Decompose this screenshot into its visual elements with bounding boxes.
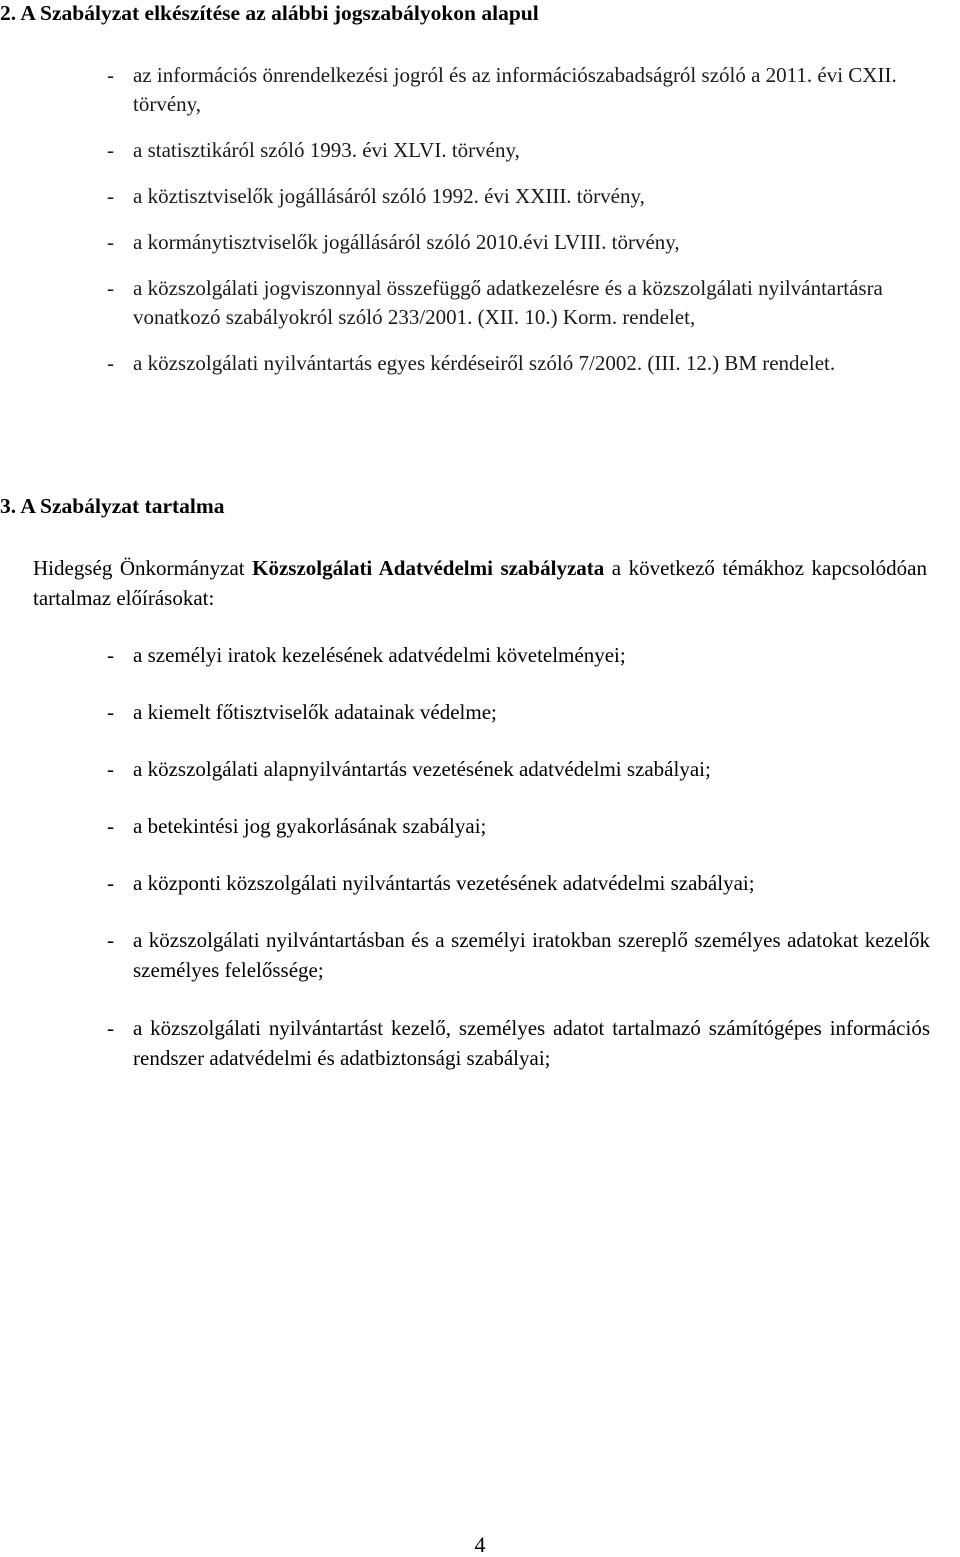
list-item: [107, 1013, 930, 1073]
list-bullet: -: [107, 351, 114, 375]
topics-list: [107, 640, 930, 1101]
list-item: [107, 811, 930, 841]
list-item-text: a kiemelt főtisztviselők adatainak védelme;: [133, 700, 497, 724]
list-bullet: -: [107, 700, 114, 724]
list-item: [107, 136, 930, 165]
list-item-text: a betekintési jog gyakorlásának szabályai;: [133, 814, 487, 838]
list-item-text: az információs önrendelkezési jogról és az információszabadságról szóló a 2011. évi CXII. törvény,: [133, 63, 897, 116]
list-bullet: -: [107, 814, 114, 838]
list-item: [107, 349, 930, 378]
list-bullet: -: [107, 230, 114, 254]
section-3-heading: 3. A Szabályzat tartalma: [0, 494, 225, 518]
list-item: [107, 697, 930, 727]
list-item-text: a statisztikáról szóló 1993. évi XLVI. törvény,: [133, 138, 520, 162]
list-item-text: a közszolgálati jogviszonnyal összefüggő adatkezelésre és a közszolgálati nyilvántartásra vonatkozó szabályokról szóló 233/2001. (XII. 10.) Korm. rendelet,: [133, 276, 883, 329]
list-item-text: a közszolgálati nyilvántartásban és a személyi iratokban szereplő személyes adatokat kezelők személyes felelőssége;: [133, 928, 930, 982]
list-bullet: -: [107, 871, 114, 895]
list-bullet: -: [107, 928, 114, 952]
list-bullet: -: [107, 63, 114, 87]
legal-sources-list: [107, 61, 930, 378]
list-item-text: a központi közszolgálati nyilvántartás vezetésének adatvédelmi szabályai;: [133, 871, 755, 895]
list-item: [107, 754, 930, 784]
list-bullet: -: [107, 138, 114, 162]
list-item-text: a személyi iratok kezelésének adatvédelmi követelményei;: [133, 643, 626, 667]
list-item: [107, 228, 930, 257]
intro-bold-title: Közszolgálati Adatvédelmi szabályzata: [252, 556, 605, 580]
list-item-text: a közszolgálati alapnyilvántartás vezetésének adatvédelmi szabályai;: [133, 757, 711, 781]
list-item-text: a köztisztviselők jogállásáról szóló 1992. évi XXIII. törvény,: [133, 184, 645, 208]
list-bullet: -: [107, 1016, 114, 1040]
list-item: [107, 274, 930, 332]
intro-text-end: a következő témákhoz kapcsolódóan tartalmaz előírásokat:: [33, 556, 927, 610]
list-item-text: a kormánytisztviselők jogállásáról szóló 2010.évi LVIII. törvény,: [133, 230, 680, 254]
list-item: [107, 925, 930, 985]
list-item: [107, 640, 930, 670]
intro-text-start: Hidegség Önkormányzat: [33, 556, 253, 580]
section-2-heading: 2. A Szabályzat elkészítése az alábbi jogszabályokon alapul: [0, 1, 539, 25]
list-item: [107, 868, 930, 898]
list-item: [107, 61, 930, 119]
list-bullet: -: [107, 276, 114, 300]
list-bullet: -: [107, 643, 114, 667]
list-item-text: a közszolgálati nyilvántartást kezelő, személyes adatot tartalmazó számítógépes információs rendszer adatvédelmi és adatbiztonsági szabályai;: [133, 1016, 930, 1070]
list-bullet: -: [107, 757, 114, 781]
list-item: [107, 182, 930, 211]
page-number: 4: [474, 1532, 486, 1557]
list-item-text: a közszolgálati nyilvántartás egyes kérdéseiről szóló 7/2002. (III. 12.) BM rendelet.: [133, 351, 836, 375]
list-bullet: -: [107, 184, 114, 208]
intro-paragraph: [33, 553, 927, 613]
